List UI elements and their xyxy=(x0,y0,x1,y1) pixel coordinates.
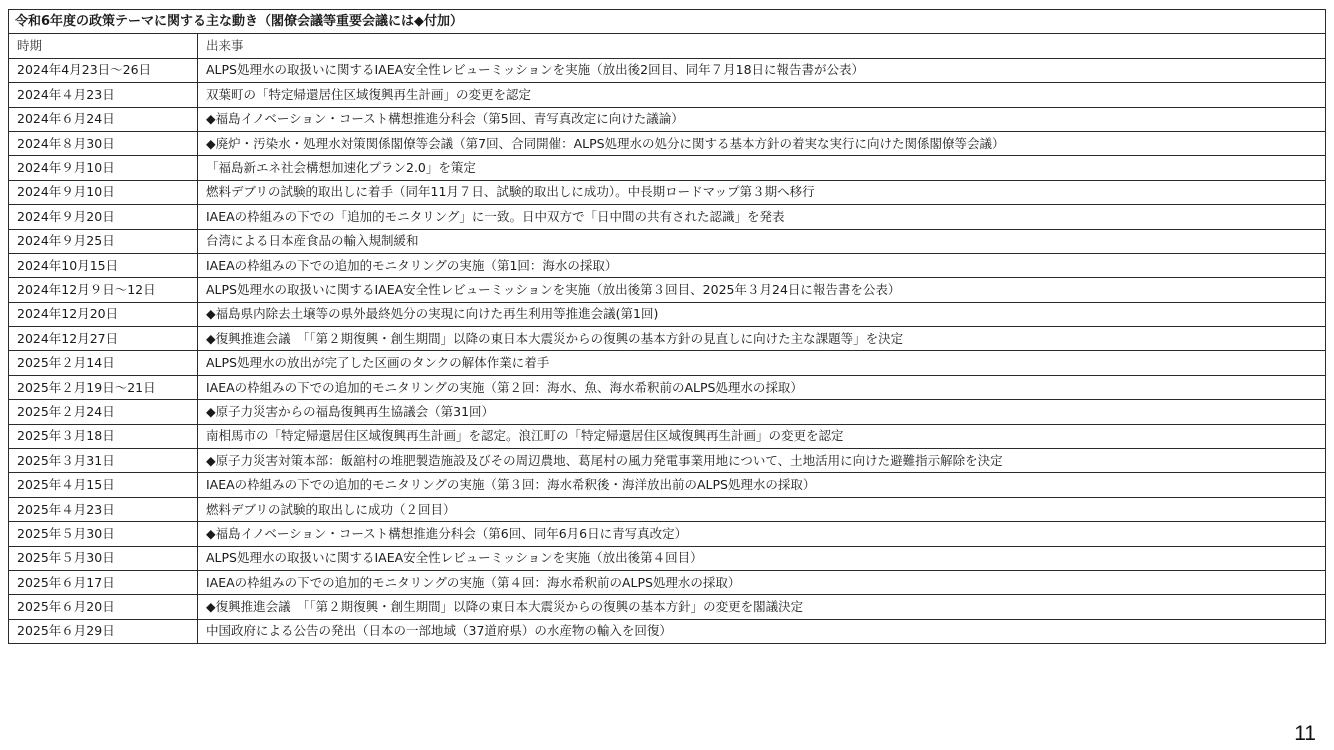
table-row xyxy=(9,107,1326,131)
row-date-cell: 2024年4月23日～26日 xyxy=(9,58,198,82)
table-row xyxy=(9,205,1326,229)
row-date-cell: 2024年12月27日 xyxy=(9,327,198,351)
column-header-event: 出来事 xyxy=(198,34,1326,58)
table-row xyxy=(9,327,1326,351)
table-header-row xyxy=(9,34,1326,58)
table-title-row xyxy=(9,10,1326,34)
row-event-cell: 双葉町の「特定帰還居住区域復興再生計画」の変更を認定 xyxy=(198,83,1326,107)
row-date-cell: 2025年５月30日 xyxy=(9,522,198,546)
row-event-cell: ◆原子力災害対策本部：飯舘村の堆肥製造施設及びその周辺農地、葛尾村の風力発電事業用地について、土地活用に向けた避難指示解除を決定 xyxy=(198,449,1326,473)
page-number: 11 xyxy=(1294,722,1316,745)
row-event-cell: ◆福島県内除去土壌等の県外最終処分の実現に向けた再生利用等推進会議(第1回) xyxy=(198,302,1326,326)
table-row xyxy=(9,58,1326,82)
table-row xyxy=(9,497,1326,521)
row-date-cell: 2025年２月19日～21日 xyxy=(9,375,198,399)
row-event-cell: 燃料デブリの試験的取出しに成功（２回目） xyxy=(198,497,1326,521)
row-event-cell: ◆廃炉・汚染水・処理水対策関係閣僚等会議（第7回、合同開催：ALPS処理水の処分に関する基本方針の着実な実行に向けた関係閣僚等会議） xyxy=(198,131,1326,155)
table-row xyxy=(9,570,1326,594)
row-date-cell: 2025年６月20日 xyxy=(9,595,198,619)
table-row xyxy=(9,375,1326,399)
row-date-cell: 2025年２月14日 xyxy=(9,351,198,375)
row-date-cell: 2025年６月29日 xyxy=(9,619,198,643)
row-event-cell: ◆福島イノベーション・コースト構想推進分科会（第6回、同年6月6日に青写真改定） xyxy=(198,522,1326,546)
row-date-cell: 2025年４月15日 xyxy=(9,473,198,497)
row-event-cell: ALPS処理水の取扱いに関するIAEA安全性レビューミッションを実施（放出後2回目、同年７月18日に報告書が公表） xyxy=(198,58,1326,82)
row-event-cell: IAEAの枠組みの下での追加的モニタリングの実施（第４回：海水希釈前のALPS処理水の採取） xyxy=(198,570,1326,594)
row-event-cell: ◆福島イノベーション・コースト構想推進分科会（第5回、青写真改定に向けた議論） xyxy=(198,107,1326,131)
column-header-date: 時期 xyxy=(9,34,198,58)
row-event-cell: ◆復興推進会議 「「第２期復興・創生期間」以降の東日本大震災からの復興の基本方針の見直しに向けた主な課題等」を決定 xyxy=(198,327,1326,351)
table-row xyxy=(9,619,1326,643)
row-event-cell: ALPS処理水の取扱いに関するIAEA安全性レビューミッションを実施（放出後第３回目、2025年３月24日に報告書を公表） xyxy=(198,278,1326,302)
table-row xyxy=(9,180,1326,204)
row-date-cell: 2025年４月23日 xyxy=(9,497,198,521)
row-event-cell: ◆復興推進会議 「「第２期復興・創生期間」以降の東日本大震災からの復興の基本方針」の変更を閣議決定 xyxy=(198,595,1326,619)
row-date-cell: 2024年６月24日 xyxy=(9,107,198,131)
table-row xyxy=(9,278,1326,302)
table-row xyxy=(9,424,1326,448)
row-date-cell: 2024年９月20日 xyxy=(9,205,198,229)
table-row xyxy=(9,83,1326,107)
row-event-cell: IAEAの枠組みの下での「追加的モニタリング」に一致。日中双方で「日中間の共有された認識」を発表 xyxy=(198,205,1326,229)
row-event-cell: 「福島新エネ社会構想加速化プラン2.0」を策定 xyxy=(198,156,1326,180)
row-date-cell: 2025年２月24日 xyxy=(9,400,198,424)
table-row xyxy=(9,229,1326,253)
row-event-cell: IAEAの枠組みの下での追加的モニタリングの実施（第1回：海水の採取） xyxy=(198,253,1326,277)
row-event-cell: 中国政府による公告の発出（日本の一部地域（37道府県）の水産物の輸入を回復） xyxy=(198,619,1326,643)
table-row xyxy=(9,351,1326,375)
row-event-cell: ALPS処理水の放出が完了した区画のタンクの解体作業に着手 xyxy=(198,351,1326,375)
row-date-cell: 2024年９月10日 xyxy=(9,156,198,180)
row-date-cell: 2025年６月17日 xyxy=(9,570,198,594)
row-date-cell: 2024年９月25日 xyxy=(9,229,198,253)
row-event-cell: 南相馬市の「特定帰還居住区域復興再生計画」を認定。浪江町の「特定帰還居住区域復興再生計画」の変更を認定 xyxy=(198,424,1326,448)
table-row xyxy=(9,595,1326,619)
row-date-cell: 2024年９月10日 xyxy=(9,180,198,204)
row-event-cell: ◆原子力災害からの福島復興再生協議会（第31回） xyxy=(198,400,1326,424)
row-event-cell: ALPS処理水の取扱いに関するIAEA安全性レビューミッションを実施（放出後第４回目） xyxy=(198,546,1326,570)
row-event-cell: 台湾による日本産食品の輸入規制緩和 xyxy=(198,229,1326,253)
table-row xyxy=(9,131,1326,155)
row-date-cell: 2024年12月９日～12日 xyxy=(9,278,198,302)
row-date-cell: 2024年８月30日 xyxy=(9,131,198,155)
table-row xyxy=(9,253,1326,277)
table-row xyxy=(9,400,1326,424)
table-row xyxy=(9,522,1326,546)
table-row xyxy=(9,156,1326,180)
policy-timeline-table xyxy=(8,9,1326,644)
table-row xyxy=(9,449,1326,473)
row-date-cell: 2024年10月15日 xyxy=(9,253,198,277)
row-event-cell: 燃料デブリの試験的取出しに着手（同年11月７日、試験的取出しに成功）。中長期ロードマップ第３期へ移行 xyxy=(198,180,1326,204)
row-date-cell: 2024年12月20日 xyxy=(9,302,198,326)
row-date-cell: 2025年３月18日 xyxy=(9,424,198,448)
row-date-cell: 2025年５月30日 xyxy=(9,546,198,570)
table-title: 令和6年度の政策テーマに関する主な動き（閣僚会議等重要会議には◆付加） xyxy=(9,10,1326,34)
table-row xyxy=(9,473,1326,497)
row-event-cell: IAEAの枠組みの下での追加的モニタリングの実施（第３回：海水希釈後・海洋放出前のALPS処理水の採取） xyxy=(198,473,1326,497)
table-row xyxy=(9,302,1326,326)
table-row xyxy=(9,546,1326,570)
row-date-cell: 2025年３月31日 xyxy=(9,449,198,473)
row-event-cell: IAEAの枠組みの下での追加的モニタリングの実施（第２回：海水、魚、海水希釈前のALPS処理水の採取） xyxy=(198,375,1326,399)
row-date-cell: 2024年４月23日 xyxy=(9,83,198,107)
